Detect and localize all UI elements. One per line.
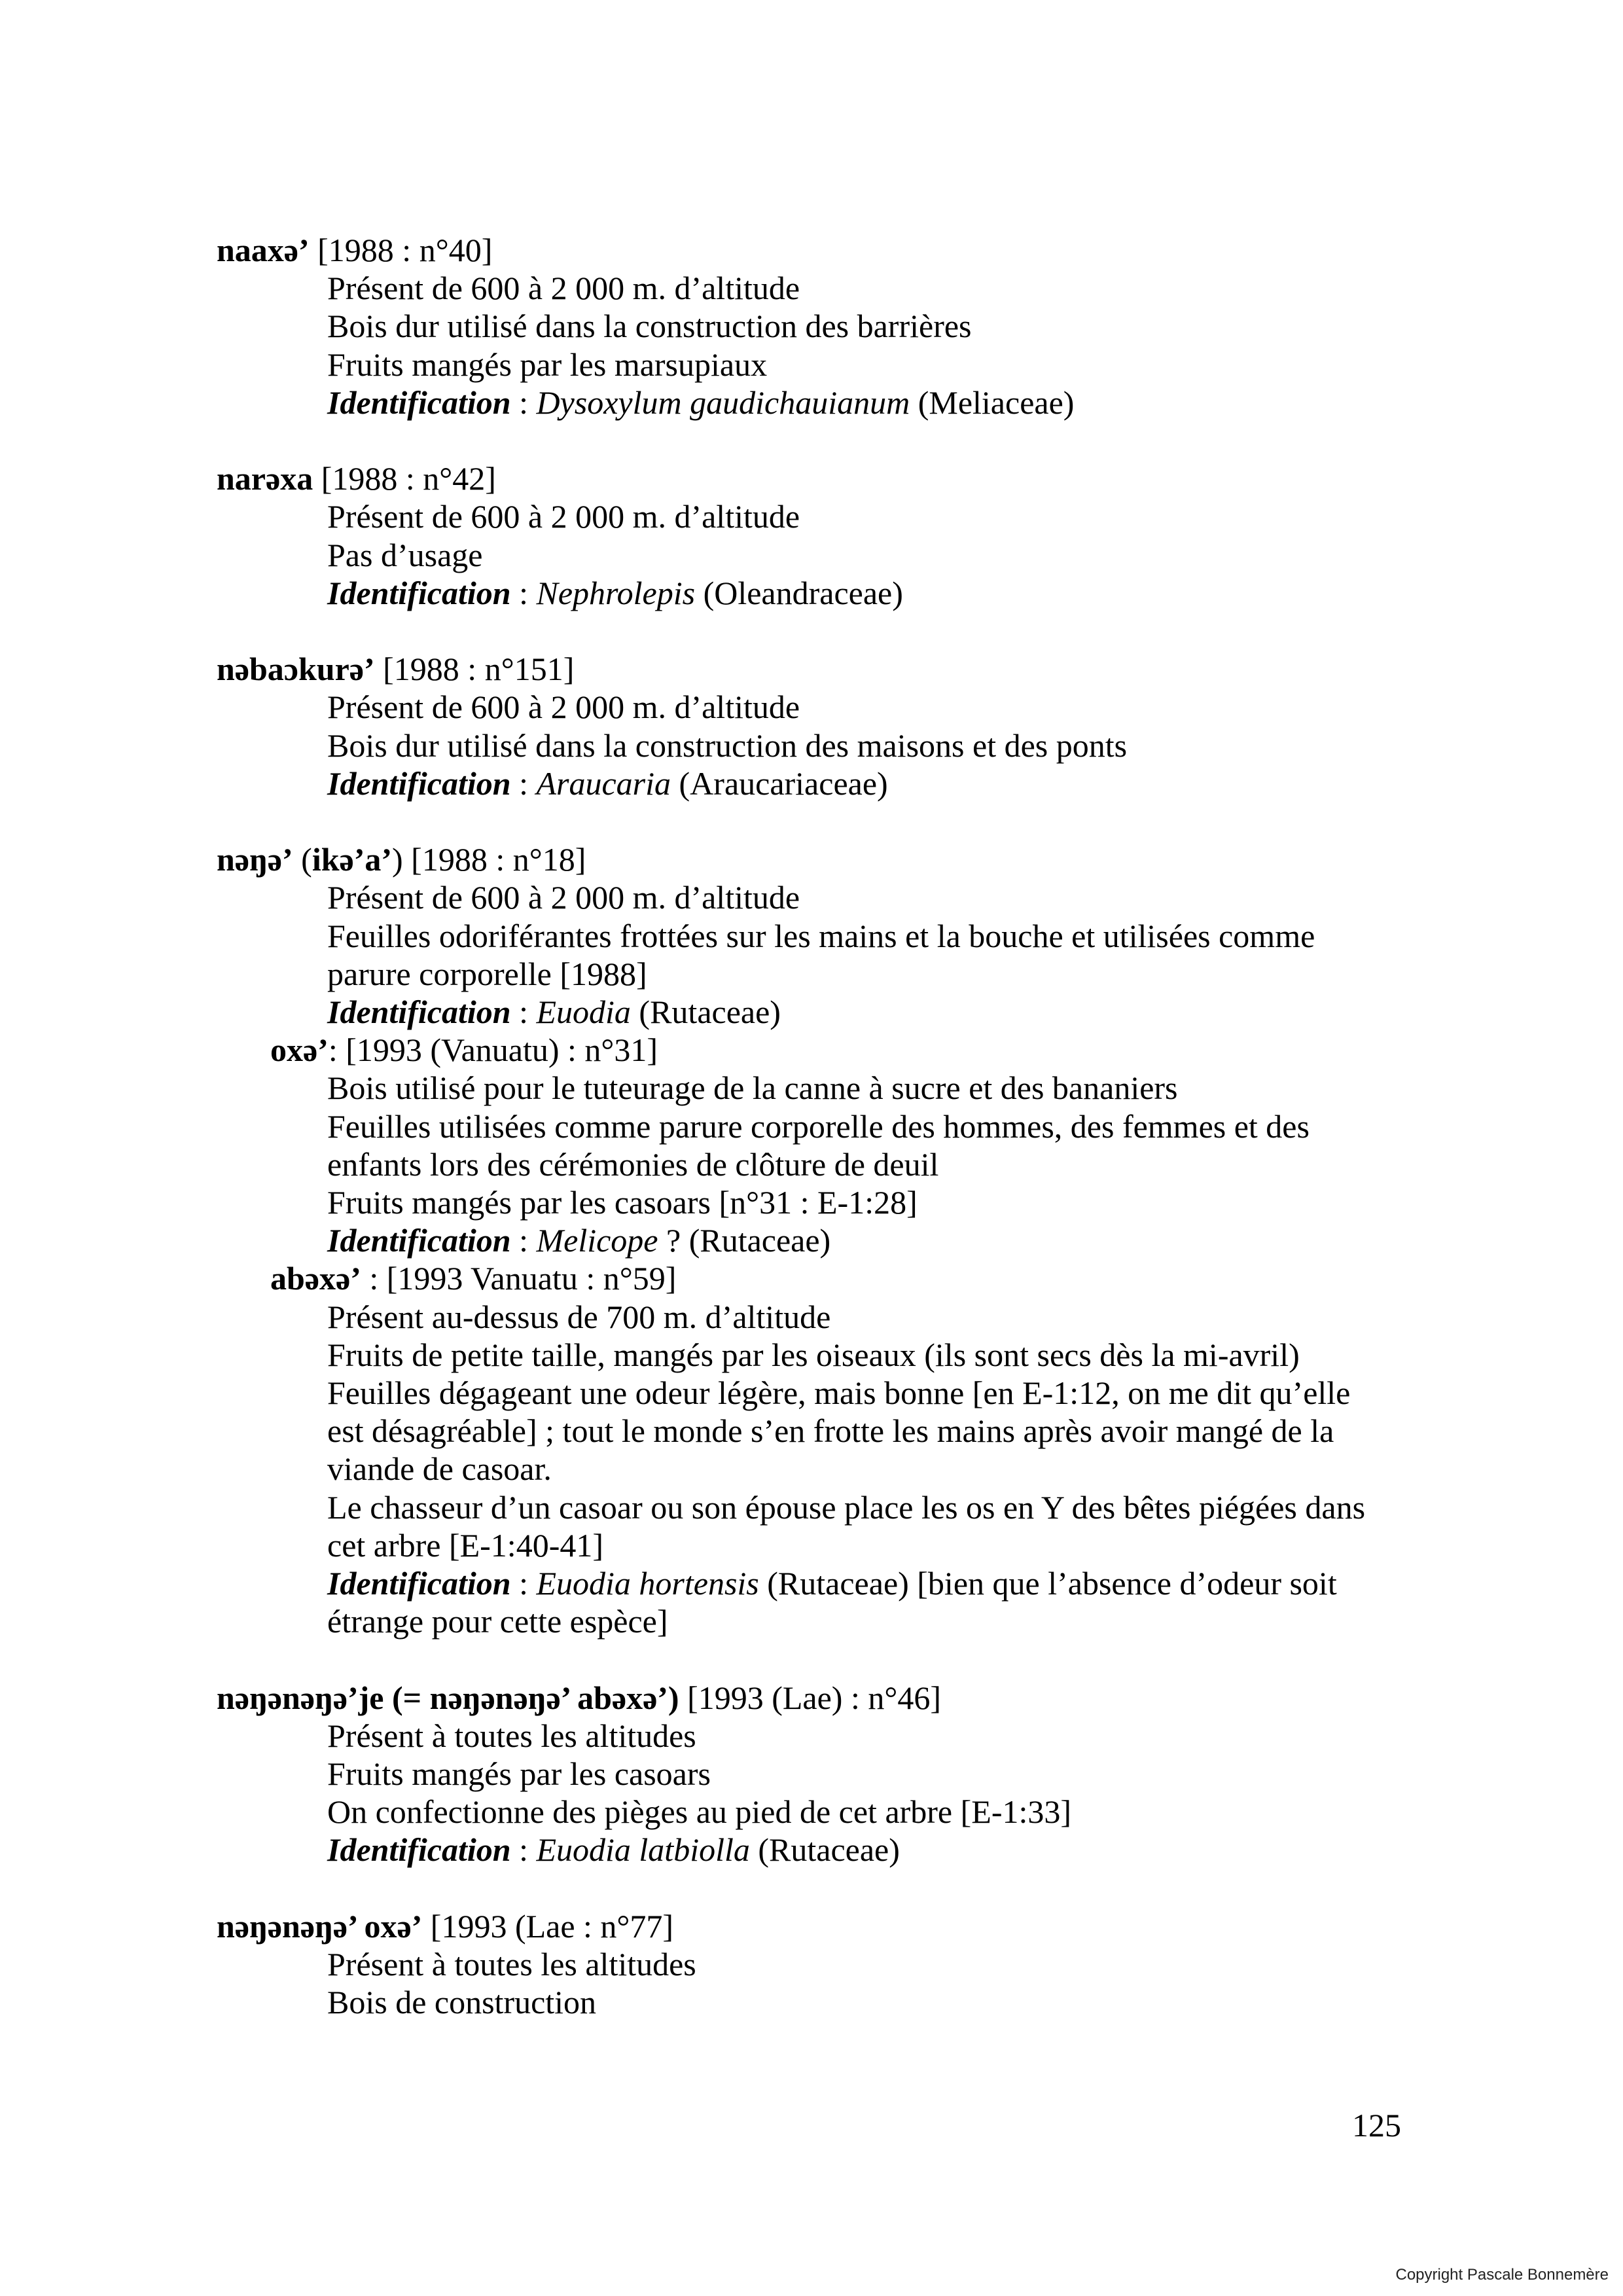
text-segment: étrange pour cette espèce] (327, 1603, 668, 1640)
entry-detail-line (217, 346, 1427, 384)
dictionary-entry (217, 459, 1427, 612)
text-segment: Fruits mangés par les casoars (327, 1755, 711, 1793)
text-segment: : (510, 1831, 537, 1869)
entry-detail-line (217, 1145, 1427, 1183)
text-segment: Présent à toutes les altitudes (327, 1717, 696, 1754)
text-segment: : (510, 574, 537, 611)
entry-detail-line (217, 1831, 1427, 1869)
page-number: 125 (1352, 2107, 1401, 2144)
headword: narəxa (217, 460, 313, 497)
identification-label: Identification (327, 994, 511, 1031)
entry-detail-line (217, 993, 1427, 1031)
identification-label: Identification (327, 1831, 511, 1869)
text-segment: Pas d’usage (327, 536, 483, 573)
headword: ikə’a’ (312, 841, 393, 878)
entry-detail-line (217, 1983, 1427, 2021)
text-segment: Bois utilisé pour le tuteurage de la canne à sucre et des bananiers (327, 1069, 1178, 1107)
text-segment: On confectionne des pièges au pied de cet arbre [E-1:33] (327, 1793, 1072, 1831)
identification-label: Identification (327, 764, 511, 802)
dictionary-entry (217, 650, 1427, 802)
text-segment: Feuilles dégageant une odeur légère, mais bonne [en E-1:12, on me dit qu’elle (327, 1374, 1351, 1412)
text-segment: : (510, 994, 537, 1031)
text-segment: [1988 : n°40] (309, 232, 493, 268)
entry-detail-line (217, 1374, 1427, 1412)
headword: nəbaɔkurə’ (217, 651, 375, 688)
headword: nəŋə’ (217, 841, 293, 878)
text-segment: : (510, 384, 537, 421)
dictionary-entry (217, 231, 1427, 422)
species-name: Euodia (536, 994, 631, 1031)
text-segment: (Rutaceae) [bien que l’absence d’odeur soit (758, 1565, 1337, 1602)
entry-detail-line (217, 1755, 1427, 1793)
text-segment: Fruits mangés par les casoars [n°31 : E-1:28] (327, 1184, 918, 1221)
text-segment: (Rutaceae) (749, 1831, 900, 1869)
text-segment: : (510, 764, 537, 802)
entry-detail-line (217, 1450, 1427, 1488)
text-segment: Bois dur utilisé dans la construction des barrières (327, 308, 972, 345)
text-segment: [1993 (Lae) : n°46] (679, 1679, 941, 1716)
text-segment: Présent de 600 à 2 000 m. d’altitude (327, 270, 800, 307)
entry-detail-line (217, 1488, 1427, 1526)
text-segment: Feuilles utilisées comme parure corporelle des hommes, des femmes et des (327, 1107, 1310, 1145)
text-segment: : (510, 1565, 537, 1602)
dictionary-entries (217, 231, 1427, 2060)
species-name: Euodia latbiolla (536, 1831, 750, 1869)
text-segment: Fruits de petite taille, mangés par les oiseaux (ils sont secs dès la mi-avril) (327, 1336, 1300, 1373)
entry-headword-line (217, 1907, 1427, 1945)
species-name: Nephrolepis (536, 574, 696, 611)
species-name: Melicope (536, 1222, 658, 1259)
text-segment: Présent à toutes les altitudes (327, 1946, 696, 1983)
entry-detail-line (217, 1526, 1427, 1564)
entry-detail-line (217, 1069, 1427, 1107)
text-segment: est désagréable] ; tout le monde s’en frotte les mains après avoir mangé de la (327, 1412, 1334, 1450)
entry-detail-line (217, 269, 1427, 307)
species-name: Euodia hortensis (536, 1565, 759, 1602)
entry-detail-line (217, 1717, 1427, 1755)
sub-entry-headword-line (217, 1259, 1427, 1297)
entry-detail-line (217, 536, 1427, 574)
entry-headword-line (217, 650, 1427, 688)
text-segment: Le chasseur d’un casoar ou son épouse place les os en Y des bêtes piégées dans (327, 1488, 1366, 1526)
text-segment: Présent au-dessus de 700 m. d’altitude (327, 1298, 831, 1335)
text-segment: Bois de construction (327, 1984, 597, 2021)
entry-detail-line (217, 307, 1427, 345)
identification-label: Identification (327, 384, 511, 421)
dictionary-entry (217, 1907, 1427, 2022)
entry-detail-line (217, 1183, 1427, 1221)
text-segment: ) [1988 : n°18] (392, 841, 586, 878)
text-segment: (Rutaceae) (630, 994, 781, 1031)
headword: nəŋənəŋə’je (= nəŋənəŋə’ abəxə’) (217, 1679, 679, 1716)
text-segment: [1993 (Lae : n°77] (422, 1907, 674, 1945)
identification-label: Identification (327, 574, 511, 611)
entry-headword-line (217, 231, 1427, 269)
entry-detail-line (217, 1793, 1427, 1831)
entry-headword-line (217, 459, 1427, 497)
entry-headword-line (217, 1679, 1427, 1717)
species-name: Dysoxylum gaudichauianum (536, 384, 910, 421)
entry-detail-line (217, 497, 1427, 535)
entry-detail-line (217, 1412, 1427, 1450)
text-segment: Fruits mangés par les marsupiaux (327, 346, 768, 383)
text-segment: : [1993 (Vanuatu) : n°31] (328, 1031, 658, 1069)
text-segment: Présent de 600 à 2 000 m. d’altitude (327, 689, 800, 726)
text-segment: [1988 : n°42] (313, 460, 496, 497)
entry-detail-line (217, 726, 1427, 764)
text-segment: Présent de 600 à 2 000 m. d’altitude (327, 879, 800, 916)
entry-detail-line (217, 764, 1427, 802)
text-segment: viande de casoar. (327, 1450, 552, 1488)
text-segment: Bois dur utilisé dans la construction des maisons et des ponts (327, 726, 1128, 764)
entry-detail-line (217, 574, 1427, 612)
text-segment: (Meliaceae) (910, 384, 1075, 421)
entry-detail-line (217, 688, 1427, 726)
dictionary-entry (217, 840, 1427, 1640)
headword: abəxə’ (270, 1260, 361, 1297)
text-segment: Feuilles odoriférantes frottées sur les mains et la bouche et utilisées comme (327, 917, 1315, 954)
headword: oxə’ (270, 1031, 329, 1069)
sub-entry-headword-line (217, 1031, 1427, 1069)
text-segment: parure corporelle [1988] (327, 955, 647, 992)
text-segment: : [1993 Vanuatu : n°59] (361, 1260, 677, 1297)
entry-detail-line (217, 1564, 1427, 1602)
identification-label: Identification (327, 1222, 511, 1259)
entry-detail-line (217, 1107, 1427, 1145)
entry-headword-line (217, 840, 1427, 878)
entry-detail-line (217, 1221, 1427, 1259)
entry-detail-line (217, 917, 1427, 955)
headword: naaxə’ (217, 232, 310, 268)
entry-detail-line (217, 1945, 1427, 1983)
entry-detail-line (217, 955, 1427, 993)
entry-detail-line (217, 1602, 1427, 1640)
text-segment: : (510, 1222, 537, 1259)
headword: nəŋənəŋə’ oxə’ (217, 1907, 423, 1945)
text-segment: enfants lors des cérémonies de clôture de deuil (327, 1145, 939, 1183)
text-segment: ? (Rutaceae) (658, 1222, 831, 1259)
dictionary-entry (217, 1679, 1427, 1869)
text-segment: Présent de 600 à 2 000 m. d’altitude (327, 498, 800, 535)
text-segment: (Araucariaceae) (671, 764, 888, 802)
text-segment: cet arbre [E-1:40-41] (327, 1526, 603, 1564)
entry-detail-line (217, 878, 1427, 916)
text-segment: ( (293, 841, 312, 878)
identification-label: Identification (327, 1565, 511, 1602)
entry-detail-line (217, 384, 1427, 422)
species-name: Araucaria (536, 764, 671, 802)
text-segment: (Oleandraceae) (695, 574, 903, 611)
entry-detail-line (217, 1298, 1427, 1336)
entry-detail-line (217, 1336, 1427, 1374)
copyright-notice: Copyright Pascale Bonnemère (1395, 2266, 1609, 2284)
text-segment: [1988 : n°151] (374, 651, 575, 688)
